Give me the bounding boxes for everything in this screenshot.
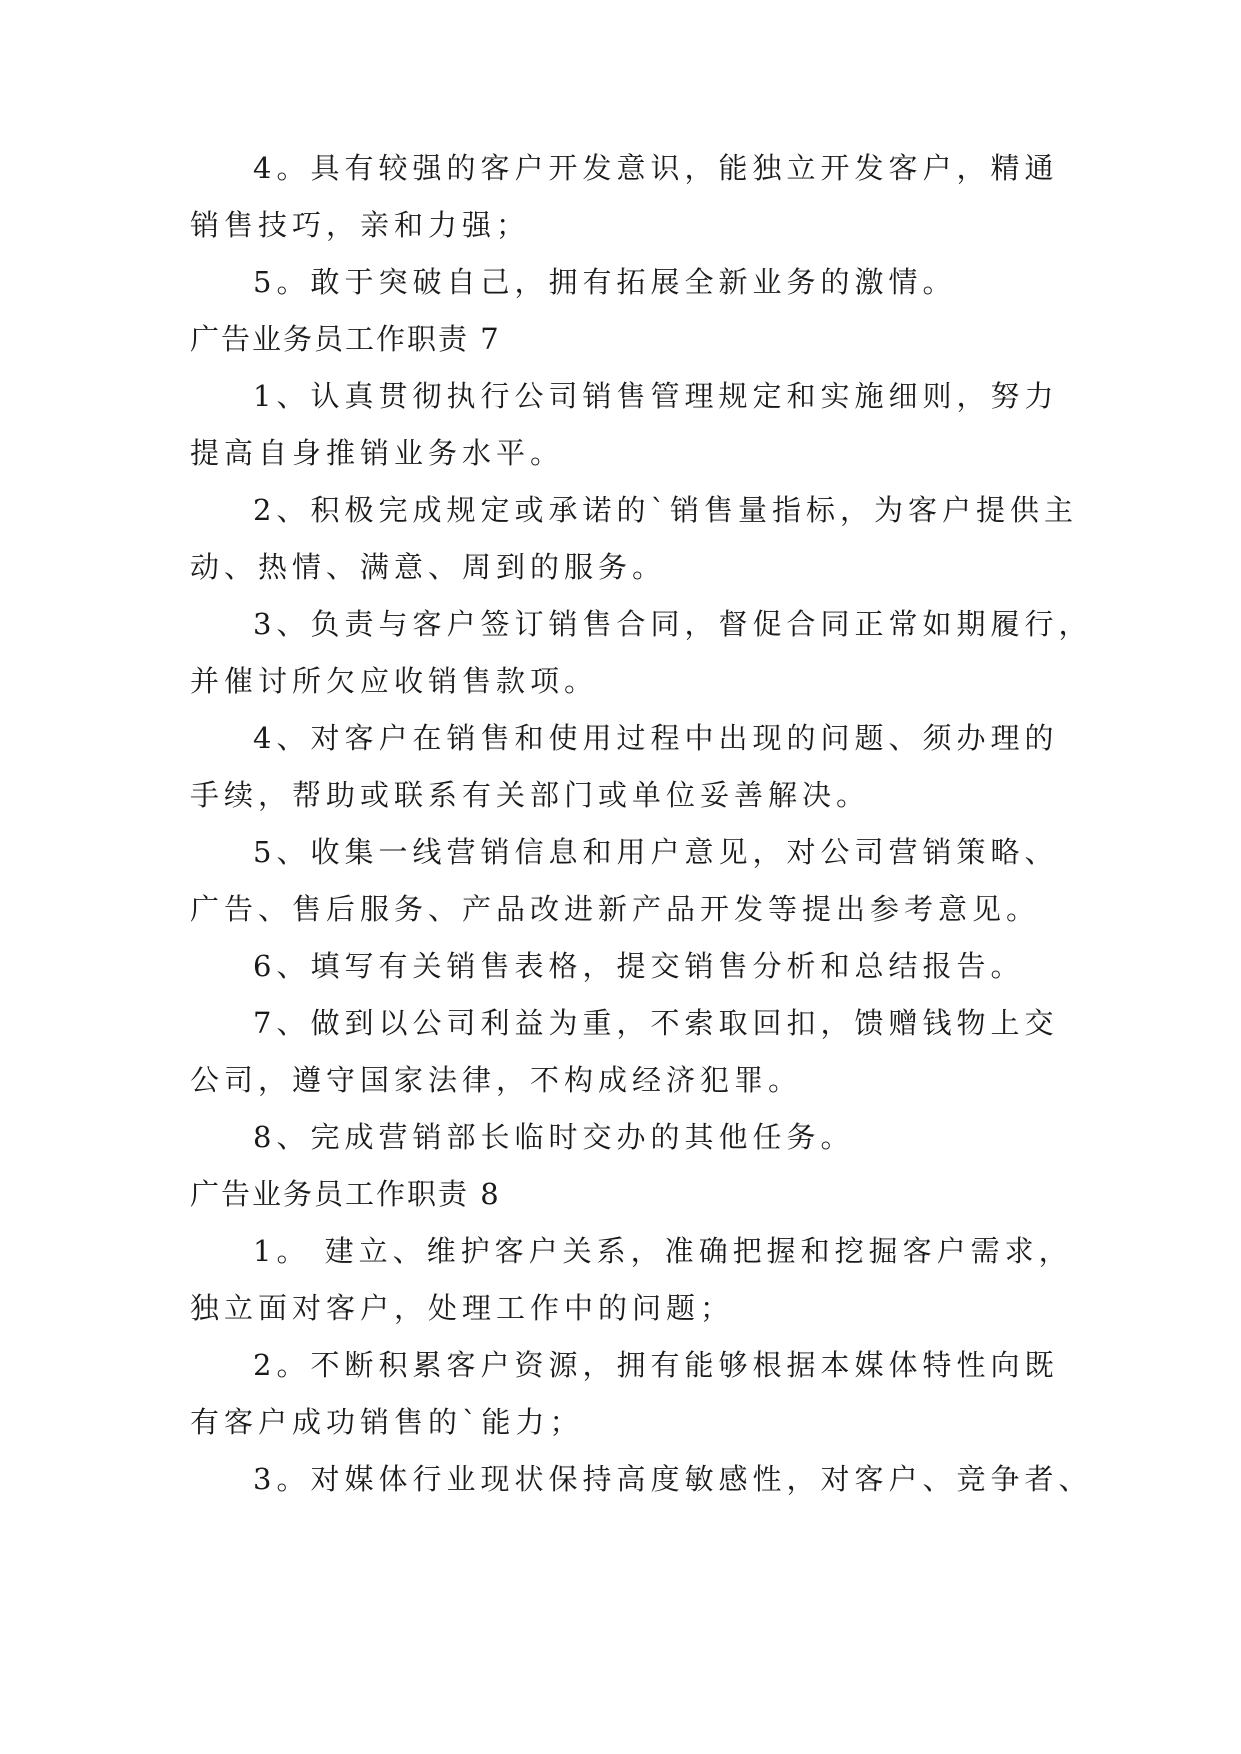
paragraph-line: 4。具有较强的客户开发意识，能独立开发客户，精通 bbox=[253, 151, 1059, 185]
paragraph-line: 3。对媒体行业现状保持高度敏感性，对客户、竞争者、 bbox=[253, 1462, 1093, 1496]
paragraph-line: 3、负责与客户签订销售合同，督促合同正常如期履行， bbox=[253, 607, 1093, 641]
section-heading: 广告业务员工作职责 8 bbox=[190, 1177, 501, 1211]
paragraph-line: 5、收集一线营销信息和用户意见，对公司营销策略、 bbox=[253, 835, 1059, 869]
paragraph-line: 5。敢于突破自己，拥有拓展全新业务的激情。 bbox=[253, 265, 957, 299]
paragraph-line: 6、填写有关销售表格，提交销售分析和总结报告。 bbox=[253, 949, 1025, 983]
paragraph-line: 销售技巧，亲和力强； bbox=[190, 208, 531, 242]
paragraph-line: 手续，帮助或联系有关部门或单位妥善解决。 bbox=[190, 778, 871, 812]
paragraph-line: 公司，遵守国家法律，不构成经济犯罪。 bbox=[190, 1063, 803, 1097]
paragraph-line: 2。不断积累客户资源，拥有能够根据本媒体特性向既 bbox=[253, 1348, 1059, 1382]
paragraph-line: 独立面对客户，处理工作中的问题； bbox=[190, 1291, 735, 1325]
paragraph-line: 动、热情、满意、周到的服务。 bbox=[190, 550, 667, 584]
paragraph-line: 4、对客户在销售和使用过程中出现的问题、须办理的 bbox=[253, 721, 1059, 755]
paragraph-line: 有客户成功销售的`能力； bbox=[190, 1405, 584, 1439]
paragraph-line: 2、积极完成规定或承诺的`销售量指标，为客户提供主 bbox=[253, 493, 1078, 527]
paragraph-line: 广告、售后服务、产品改进新产品开发等提出参考意见。 bbox=[190, 892, 1041, 926]
paragraph-line: 8、完成营销部长临时交办的其他任务。 bbox=[253, 1120, 855, 1154]
paragraph-line: 并催讨所欠应收销售款项。 bbox=[190, 664, 599, 698]
paragraph-line: 7、做到以公司利益为重，不索取回扣，馈赠钱物上交 bbox=[253, 1006, 1059, 1040]
paragraph-line: 提高自身推销业务水平。 bbox=[190, 436, 565, 470]
section-heading: 广告业务员工作职责 7 bbox=[190, 322, 501, 356]
paragraph-line: 1、认真贯彻执行公司销售管理规定和实施细则，努力 bbox=[253, 379, 1059, 413]
paragraph-line: 1。 建立、维护客户关系，准确把握和挖掘客户需求， bbox=[253, 1234, 1073, 1268]
